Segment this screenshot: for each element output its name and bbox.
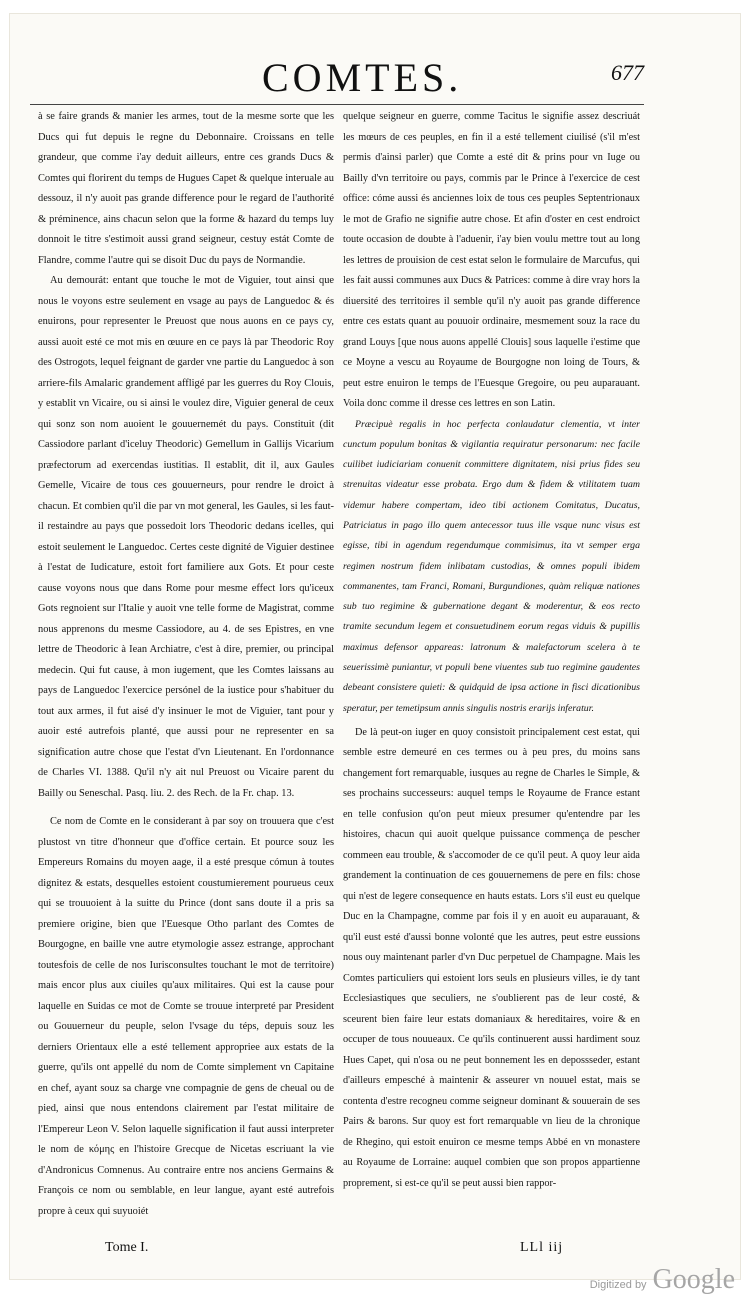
google-logo: Google bbox=[652, 1264, 735, 1295]
book-page bbox=[10, 14, 740, 1279]
digitization-watermark bbox=[590, 1264, 735, 1296]
paragraph: De là peut-on iuger en quoy consistoit principalement cest estat, qui semble estre demeuré en ces termes ou à peu pres, du moins sans changement fort remarquable, iusques au regne de Charles le Simple, & ses prochains successeurs: auquel temps le Royaume de France estant en telle confusion qu'on peut mieux presumer qu'entendre par les histoires, chacun qui auoit quelque puissance commença de pescher commeen eau trouble, & s'accomoder de ce qu'il peut. A quoy leur aida grandement la continuation de ces gouuernemens de pere en fils: chose qui n'est de legere consequence en hauts estats. Lors s'il eust eu quelque Duc en la Champagne, comme par fois il y en auoit eu auparauant, & qu'il eust esté d'aussi bonne volonté que les autres, peut estre eussions nous ouy maintenant parler d'vn Duc perpetuel de Champagne. Mais les Comtes particuliers qui estoient lors seuls en plusieurs villes, ie dy tant Ecclesiastiques que seculiers, ne s'oublierent pas de leur costé, & sceurent bien faire leur estats domaniaux & hereditaires, voire & en occuper de tous nouueaux. Ce qu'ils continuerent aussi hardiment souz Hues Capet, qui n'osa ou ne peut bonnement les en depossseder, estant d'ailleurs empesché à maintenir & asseurer vn nouuel estat, mais se contenta d'estre recogneu comme seigneur dominant & souuerain de ses Pairs & barons. Sur quoy est fort remarquable vn lieu de la chronique de Rhegino, qui estoit enuiron ce mesme temps Abbé en vn monastere au Royaume de Lorraine: auquel combien que son propos appartienne proprement, si est-ce qu'il se peut aussi bien rappor- bbox=[343, 726, 640, 1189]
paragraph-gap bbox=[38, 804, 334, 812]
left-column bbox=[38, 107, 334, 1222]
paragraph: quelque seigneur en guerre, comme Tacitus le signifie assez descriuát les mœurs de ces peuples, en fin il a esté tellement ciuilisé (s'il m'est permis d'ainsi parler) que Comte a esté dit & prins pour vn Iuge ou Bailly d'vn territoire ou pays, commis par le Prince à l'exercice de cest office: cóme aussi és anciennes loix de tous ces peuples Septentrionaux le mot de Grafio ne signifie autre chose. Et afin d'oster en cest endroict toute occasion de doubte à l'aduenir, i'ay bien voulu mettre tout au long les lettres de prouision de cest estat selon le formulaire de Marcufus, qui les fait aussi communes aux Ducs & Patrices: comme à dire vray hors la diuersité des territoires il semble qu'il n'y auoit pas grande difference entre ces estats quant au pouuoir ordinaire, mesmement souz la race du grand Louys [que nous auons appellé Clouis] sous laquelle i'estime que ce Moyne a vescu au Royaume de Bourgogne non loing de Tours, & peut estre enuiron le temps de l'Euesque Gregoire, ou peu auparauant. Voila donc comme il dresse ces lettres en son Latin. bbox=[343, 111, 640, 409]
page-number: 677 bbox=[611, 60, 644, 85]
paragraph: à se faire grands & manier les armes, tout de la mesme sorte que les Ducs qui fut depuis le regne du Debonnaire. Croissans en telle grandeur, que comme i'ay deduit ailleurs, entre ces grands Ducs & Comtes qui florirent du temps de Hugues Capet & quelque interuale au dessouz, il n'y auoit pas grande difference pour le regard de l'authorité & préminence, ains chacun selon que la forme & hazard du temps luy donnoit le titre s'estimoit aussi grand seigneur, cestuy estát Comte de Flandre, comme l'autre qui se disoit Duc du pays de Normandie. bbox=[38, 111, 334, 266]
volume-label: Tome I. bbox=[105, 1240, 149, 1255]
paragraph: Au demourát: entant que touche le mot de Viguier, tout ainsi que nous le voyons estre seulement en vsage au pays de Languedoc & és enuirons, pour representer le Preuost que nous auons en ce pays cy, aussi auoit esté ce mot mis en œuure en ce pays là par Theodoric Roy des Ostrogots, lequel feignant de garder vne partie du Languedoc à son arriere-fils Amalaric grandement affligé par les guerres du Roy Clouis, y establit vn Vicaire, ou si ainsi le voulez dire, Viguier general de ceux qui sonz son nom auoient le gouuernemét du pays. Constituit (dit Cassiodore parlant d'iceluy Theodoric) Gemellum in Gallijs Vicarium præfectorum ad exercendas iustitias. Il establit, dit il, aux Gaules Gemelle, Vicaire de tous ces gouuerneurs, pour rendre le droict à chacun. Et combien qu'il die par vn mot general, les Gaules, si les faut-il restaindre au pays que possedoit lors Theodoric dedans icelles, qui estoit seulement le Languedoc. Certes ceste dignité de Viguier destinee à l'estat de Iudicature, estoit fort familiere aux Gots. Et pour ceste cause voyons nous que dans Rome pour mesme effect lors qu'iceux Gots regnoient sur l'Italie y auoit vne telle forme de Magistrat, comme nous apprenons du mesme Cassiodore, au 4. de ses Epistres, en vne lettre de Theodoric à Iean Archiatre, c'est à dire, premier, ou principal medecin. Qui fut cause, à mon iugement, que les Comtes laissans au pays de Languedoc l'exercice persónel de la iustice pour s'habituer du tout aux armes, il fut aisé d'y insinuer le mot de Viguier, tant pour y auoir esté autrefois planté, que aussi pour ne representer en sa signification autre chose que l'estat d'vn Lieutenant. En l'ordonnance de Charles VI. 1388. Qu'il n'y ait nul Preuost ou Vicaire parent du Bailly ou Seneschal. Pasq. liu. 2. des Rech. de la Fr. chap. 13. bbox=[38, 275, 334, 799]
paragraph: Ce nom de Comte en le considerant à par soy on trouuera que c'est plustost vn titre d'honneur que d'office certain. Et pource souz les Empereurs Romains du moyen aage, il a esté presque cómun à toutes dignitez & estats, desquelles estoient coustumierement pourueus ceux qui se trouuoient à la suitte du Prince (dont sans doute il a pris sa premiere origine, bien que l'Euesque Otho parlant des Comtes de Bourgogne, en baille vne autre etymologie assez estrange, approchant toutesfois de celle de nos Iurisconsultes touchant le mot de territoire) mais encor plus aux ciuiles qu'aux militaires. Qui est la cause pour laquelle en Suidas ce mot de Comte se trouue interpreté par President ou Gouuerneur du peuple, selon l'vsage du téps, depuis souz les derniers Orientaux elle a esté tellement appropriee aux estats de la guerre, qu'ils ont appellé du nom de Comte simplement vn Capitaine en chef, ayant souz sa charge vne compagnie de gens de cheual ou de pied, ainsi que nous entendons clairement par l'estat militaire de l'Empereur Leon V. Selon laquelle signification il faut aussi interpreter le nom de κόμης en l'histoire Grecque de Nicetas escriuant la vie d'Andronicus Comnenus. Au contraire entre nos anciens Germains & François ce nom ou semblable, en leur langue, ayant esté autrefois propre à ceux qui suyuoiét bbox=[38, 816, 334, 1217]
watermark-prefix: Digitized by bbox=[589, 1279, 647, 1291]
latin-quotation: Præcipuè regalis in hoc perfecta conlaudatur clementia, vt inter cunctum populum bonitas & vigilantia requiratur personarum: nec facile cuilibet iudiciariam conuenit committere dignitatem, nisi prius fides seu strenuitas videatur esse probata. Ergo dum & fidem & vtilitatem tuam videmur habere compertam, ideo tibi actionem Comitatus, Ducatus, Patriciatus in pago illo quem antecessor tuus ille vsque nunc visus est egisse, tibi in agendum regendumque commisimus, ita vt semper erga regimen nostrum fidem inlibatam custodias, & omnes populi ibidem commanentes, tam Franci, Romani, Burgundiones, quàm reliquæ nationes sub tuo regimine & gubernatione degant & moderentur, & eos recto tramite secundum legem et consuetudinem eorum regas viduis & pupillis maximus defensor appareas: latronum & malefactorum scelera à te seuerissimè puniantur, vt populi bene viuentes sub tuo regimine gaudentes debeant consistere quieti: & quidquid de ipsa actione in fisci dicationibus speratur, per temetipsum annis singulis nostris erarijs inferatur. bbox=[343, 418, 640, 714]
header-rule bbox=[30, 104, 644, 105]
right-column bbox=[343, 107, 640, 1194]
signature-mark: LLl iij bbox=[520, 1240, 564, 1255]
page-header bbox=[10, 54, 740, 108]
running-head: COMTES. bbox=[262, 55, 463, 100]
page-footer bbox=[10, 1240, 740, 1264]
